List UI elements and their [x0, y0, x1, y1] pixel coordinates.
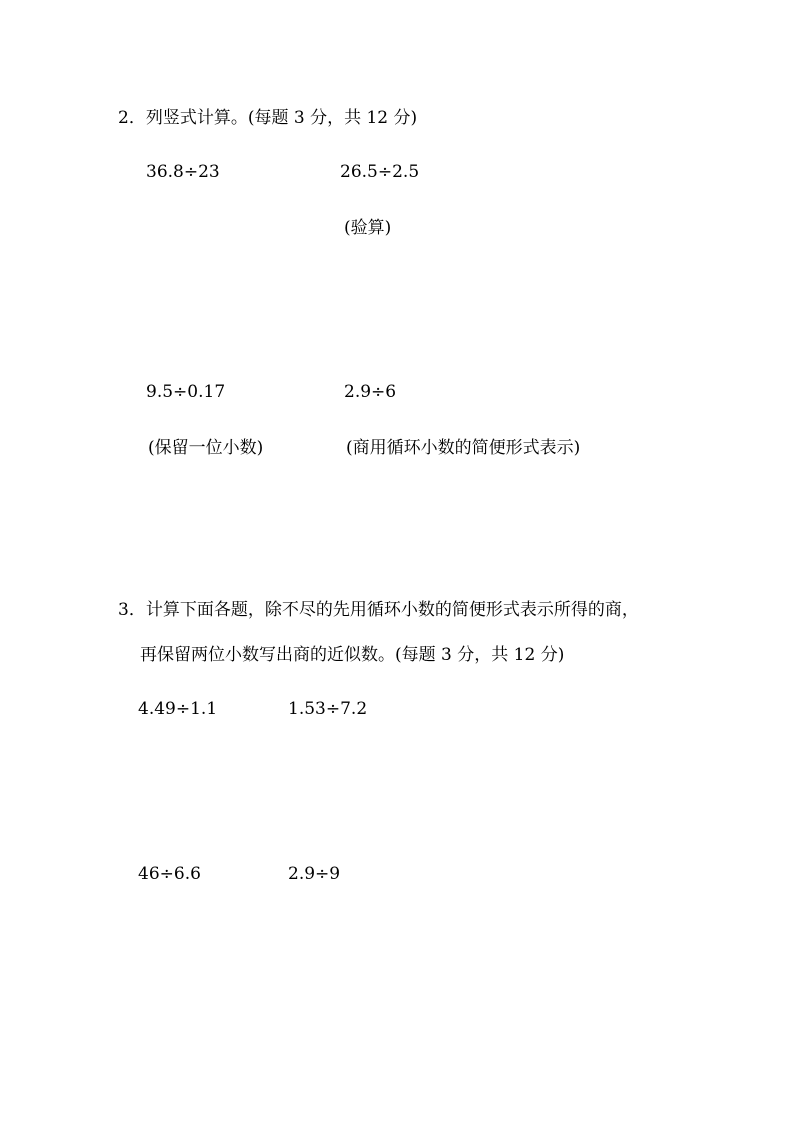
section-2-title: 2．列竖式计算。(每题 3 分，共 12 分): [118, 108, 418, 128]
problem-2-2-expression: 26.5÷2.5: [340, 162, 420, 182]
section-3-title-line-2: 再保留两位小数写出商的近似数。(每题 3 分，共 12 分): [140, 645, 565, 665]
problem-2-2-note: (验算): [344, 218, 392, 238]
problem-2-3-expression: 9.5÷0.17: [146, 382, 226, 402]
problem-3-2-expression: 1.53÷7.2: [288, 699, 368, 719]
problem-3-3-expression: 46÷6.6: [138, 864, 201, 884]
problem-2-1-expression: 36.8÷23: [146, 162, 220, 182]
problem-3-1-expression: 4.49÷1.1: [138, 699, 218, 719]
problem-3-4-expression: 2.9÷9: [288, 864, 341, 884]
problem-2-4-expression: 2.9÷6: [344, 382, 397, 402]
problem-2-4-note: (商用循环小数的简便形式表示): [346, 438, 581, 458]
section-3-title-line-1: 3．计算下面各题，除不尽的先用循环小数的简便形式表示所得的商，: [118, 600, 639, 620]
problem-2-3-note: (保留一位小数): [148, 438, 264, 458]
